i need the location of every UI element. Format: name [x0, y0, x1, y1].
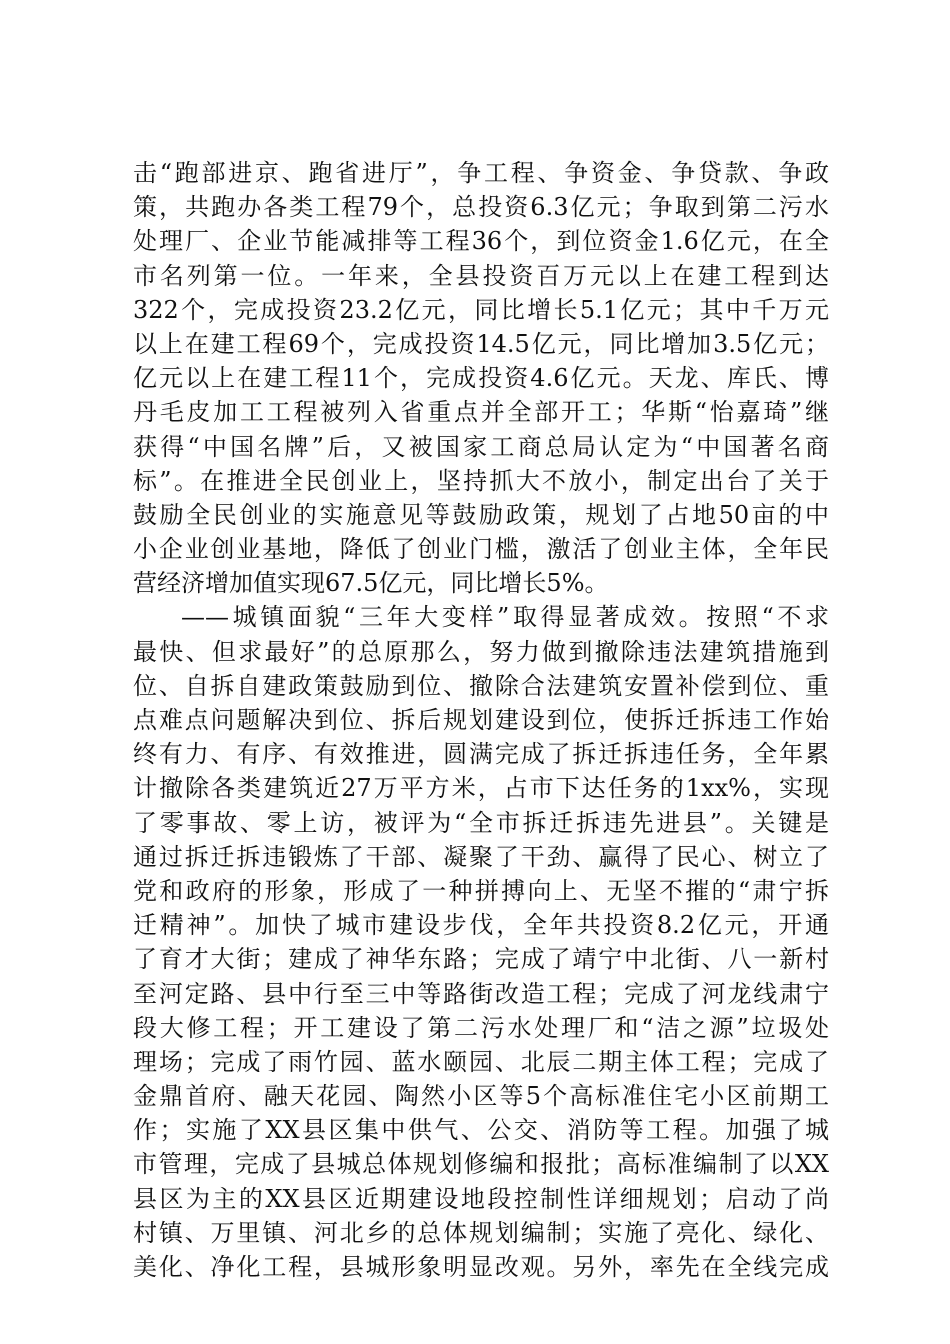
text-line-11: 鼓励全民创业的实施意见等鼓励政策，规划了占地50亩的中 — [133, 500, 829, 529]
text-line-3: 处理厂、企业节能减排等工程36个，到位资金1.6亿元，在全 — [133, 227, 829, 256]
text-line-18: 终有力、有序、有效推进，圆满完成了拆迁拆违任务，全年累 — [133, 740, 829, 769]
text-line-22: 党和政府的形象，形成了一种拼搏向上、无坚不摧的“肃宁拆 — [133, 876, 829, 905]
text-line-26: 段大修工程；开工建设了第二污水处理厂和“洁之源”垃圾处 — [133, 1013, 829, 1042]
text-line-33: 美化、净化工程，县城形象明显改观。另外，率先在全线完成 — [133, 1253, 829, 1281]
text-line-16: 位、自拆自建政策鼓励到位、撤除合法建筑安置补偿到位、重 — [133, 671, 829, 700]
text-line-15: 最快、但求最好”的总原那么，努力做到撤除违法建筑措施到 — [133, 637, 829, 666]
text-line-8: 丹毛皮加工工程被列入省重点并全部开工；华斯“怡嘉琦”继 — [133, 398, 829, 427]
text-line-20: 了零事故、零上访，被评为“全市拆迁拆违先进县”。关键是 — [133, 808, 829, 837]
text-line-13: 营经济增加值实现67.5亿元，同比增长5%。 — [133, 569, 609, 598]
text-line-1: 击“跑部进京、跑省进厅”，争工程、争资金、争贷款、争政 — [133, 159, 829, 187]
text-line-5: 322个，完成投资23.2亿元，同比增长5.1亿元；其中千万元 — [133, 295, 829, 324]
text-line-2: 策，共跑办各类工程79个，总投资6.3亿元；争取到第二污水 — [133, 193, 829, 222]
text-line-29: 作；实施了XX县区集中供气、公交、消防等工程。加强了城 — [133, 1116, 829, 1145]
body-text — [133, 156, 829, 1284]
text-line-10: 标”。在推进全民创业上，坚持抓大不放小，制定出台了关于 — [133, 466, 829, 495]
text-line-17: 点难点问题解决到位、拆后规划建设到位，使拆迁拆违工作始 — [133, 706, 829, 734]
text-line-30: 市管理，完成了县城总体规划修编和报批；高标准编制了以XX — [133, 1150, 829, 1179]
text-line-21: 通过拆迁拆违锻炼了干部、凝聚了干劲、赢得了民心、树立了 — [133, 842, 829, 871]
text-line-23: 迁精神”。加快了城市建设步伐，全年共投资8.2亿元，开通 — [133, 911, 829, 940]
text-line-14: ——城镇面貌“三年大变样”取得显著成效。按照“不求 — [181, 603, 829, 632]
text-line-6: 以上在建工程69个，完成投资14.5亿元，同比增加3.5亿元； — [133, 329, 829, 358]
text-line-32: 村镇、万里镇、河北乡的总体规划编制；实施了亮化、绿化、 — [133, 1218, 829, 1247]
text-line-4: 市名列第一位。一年来，全县投资百万元以上在建工程到达 — [133, 261, 829, 290]
text-line-25: 至河定路、县中行至三中等路街改造工程；完成了河龙线肃宁 — [133, 979, 829, 1008]
text-line-12: 小企业创业基地，降低了创业门槛，激活了创业主体，全年民 — [133, 535, 829, 564]
text-line-28: 金鼎首府、融天花园、陶然小区等5个高标准住宅小区前期工 — [133, 1082, 829, 1111]
text-line-19: 计撤除各类建筑近27万平方米，占市下达任务的1xx%，实现 — [133, 774, 829, 803]
text-line-9: 获得“中国名牌”后，又被国家工商总局认定为“中国著名商 — [133, 432, 829, 461]
text-line-24: 了育才大街；建成了神华东路；完成了靖宁中北街、八一新村 — [133, 945, 829, 974]
text-line-31: 县区为主的XX县区近期建设地段控制性详细规划；启动了尚 — [133, 1184, 829, 1213]
text-line-27: 理场；完成了雨竹园、蓝水颐园、北辰二期主体工程；完成了 — [133, 1047, 829, 1076]
text-line-7: 亿元以上在建工程11个，完成投资4.6亿元。天龙、库氏、博 — [133, 364, 829, 393]
